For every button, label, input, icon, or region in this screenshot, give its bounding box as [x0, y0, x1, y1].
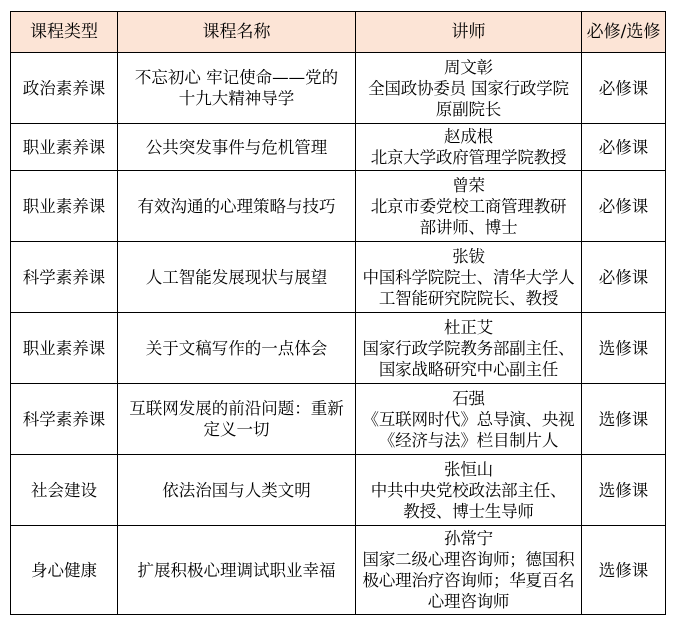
lecturer-line: 心理咨询师	[427, 592, 510, 611]
lecturer-cell	[356, 455, 582, 526]
lecturer-line: 北京市委党校工商管理教研	[370, 196, 567, 216]
lecturer-cell	[356, 242, 582, 313]
lecturer-line: 中共中央党校政法部主任、	[370, 480, 567, 500]
lecturer-line: 教授、博士生导师	[403, 501, 534, 521]
lecturer-line: 中国科学院院士、清华大学人	[362, 267, 575, 287]
lecturer-line: 孙常宁	[444, 529, 493, 548]
requirement-cell: 必修课	[582, 171, 666, 242]
header-lecturer: 讲师	[356, 12, 582, 53]
lecturer-cell	[356, 53, 582, 124]
course-type-cell: 科学素养课	[11, 384, 118, 455]
lecturer-cell	[356, 384, 582, 455]
requirement-cell: 选修课	[582, 384, 666, 455]
lecturer-cell	[356, 171, 582, 242]
course-name-cell	[118, 242, 356, 313]
requirement-cell: 必修课	[582, 53, 666, 124]
requirement-cell: 必修课	[582, 242, 666, 313]
requirement-cell: 选修课	[582, 526, 666, 615]
course-type-cell: 职业素养课	[11, 171, 118, 242]
lecturer-line: 国家行政学院教务部副主任、	[362, 338, 575, 358]
lecturer-line: 北京大学政府管理学院教授	[370, 148, 567, 167]
course-type-cell: 社会建设	[11, 455, 118, 526]
lecturer-line: 周文彰	[444, 57, 493, 77]
requirement-cell: 选修课	[582, 455, 666, 526]
lecturer-line: 国家战略研究中心副主任	[378, 359, 559, 379]
table-row	[11, 455, 666, 526]
table-row	[11, 313, 666, 384]
course-name-line: 公共突发事件与危机管理	[145, 137, 328, 157]
course-name-cell	[118, 384, 356, 455]
course-type-cell: 政治素养课	[11, 53, 118, 124]
course-name-line: 扩展积极心理调试职业幸福	[137, 560, 336, 580]
course-type-cell: 职业素养课	[11, 124, 118, 171]
lecturer-line: 曾荣	[452, 175, 485, 195]
course-name-cell	[118, 124, 356, 171]
lecturer-line: 原副院长	[435, 99, 502, 119]
course-type-cell: 身心健康	[11, 526, 118, 615]
header-course-name: 课程名称	[118, 12, 356, 53]
table-row	[11, 171, 666, 242]
table-row	[11, 242, 666, 313]
lecturer-line: 《互联网时代》总导演、央视	[362, 409, 575, 429]
course-name-line: 关于文稿写作的一点体会	[145, 338, 328, 358]
course-name-cell	[118, 53, 356, 124]
lecturer-cell	[356, 313, 582, 384]
lecturer-cell	[356, 124, 582, 171]
header-course-type: 课程类型	[11, 12, 118, 53]
requirement-cell: 必修课	[582, 124, 666, 171]
lecturer-line: 赵成根	[444, 127, 493, 146]
lecturer-line: 国家二级心理咨询师；德国积	[362, 550, 575, 569]
course-name-cell	[118, 313, 356, 384]
course-name-cell	[118, 455, 356, 526]
table-row	[11, 384, 666, 455]
table-row	[11, 124, 666, 171]
lecturer-line: 张钹	[452, 246, 485, 266]
header-requirement: 必修/选修	[582, 12, 666, 53]
course-name-line: 人工智能发展现状与展望	[145, 267, 328, 287]
lecturer-line: 全国政协委员 国家行政学院	[368, 78, 569, 98]
header-row	[11, 12, 666, 53]
course-name-line: 互联网发展的前沿问题：重新	[129, 399, 344, 418]
lecturer-cell	[356, 526, 582, 615]
table-row	[11, 526, 666, 615]
course-type-cell: 职业素养课	[11, 313, 118, 384]
lecturer-line: 工智能研究院院长、教授	[378, 288, 559, 308]
course-type-cell: 科学素养课	[11, 242, 118, 313]
lecturer-line: 张恒山	[444, 459, 493, 479]
lecturer-line: 极心理治疗咨询师；华夏百名	[362, 571, 575, 590]
lecturer-line: 部讲师、博士	[419, 217, 518, 237]
lecturer-line: 石强	[452, 388, 485, 408]
course-table	[10, 11, 666, 615]
course-name-line: 不忘初心 牢记使命——党的	[134, 68, 339, 87]
course-name-cell	[118, 526, 356, 615]
requirement-cell: 选修课	[582, 313, 666, 384]
course-name-line: 依法治国与人类文明	[162, 480, 311, 500]
course-name-line: 定义一切	[203, 420, 270, 439]
table-row	[11, 53, 666, 124]
course-name-line: 有效沟通的心理策略与技巧	[137, 196, 336, 216]
course-name-line: 十九大精神导学	[178, 89, 295, 108]
lecturer-line: 《经济与法》栏目制片人	[378, 430, 559, 450]
course-name-cell	[118, 171, 356, 242]
lecturer-line: 杜正艾	[444, 317, 493, 337]
